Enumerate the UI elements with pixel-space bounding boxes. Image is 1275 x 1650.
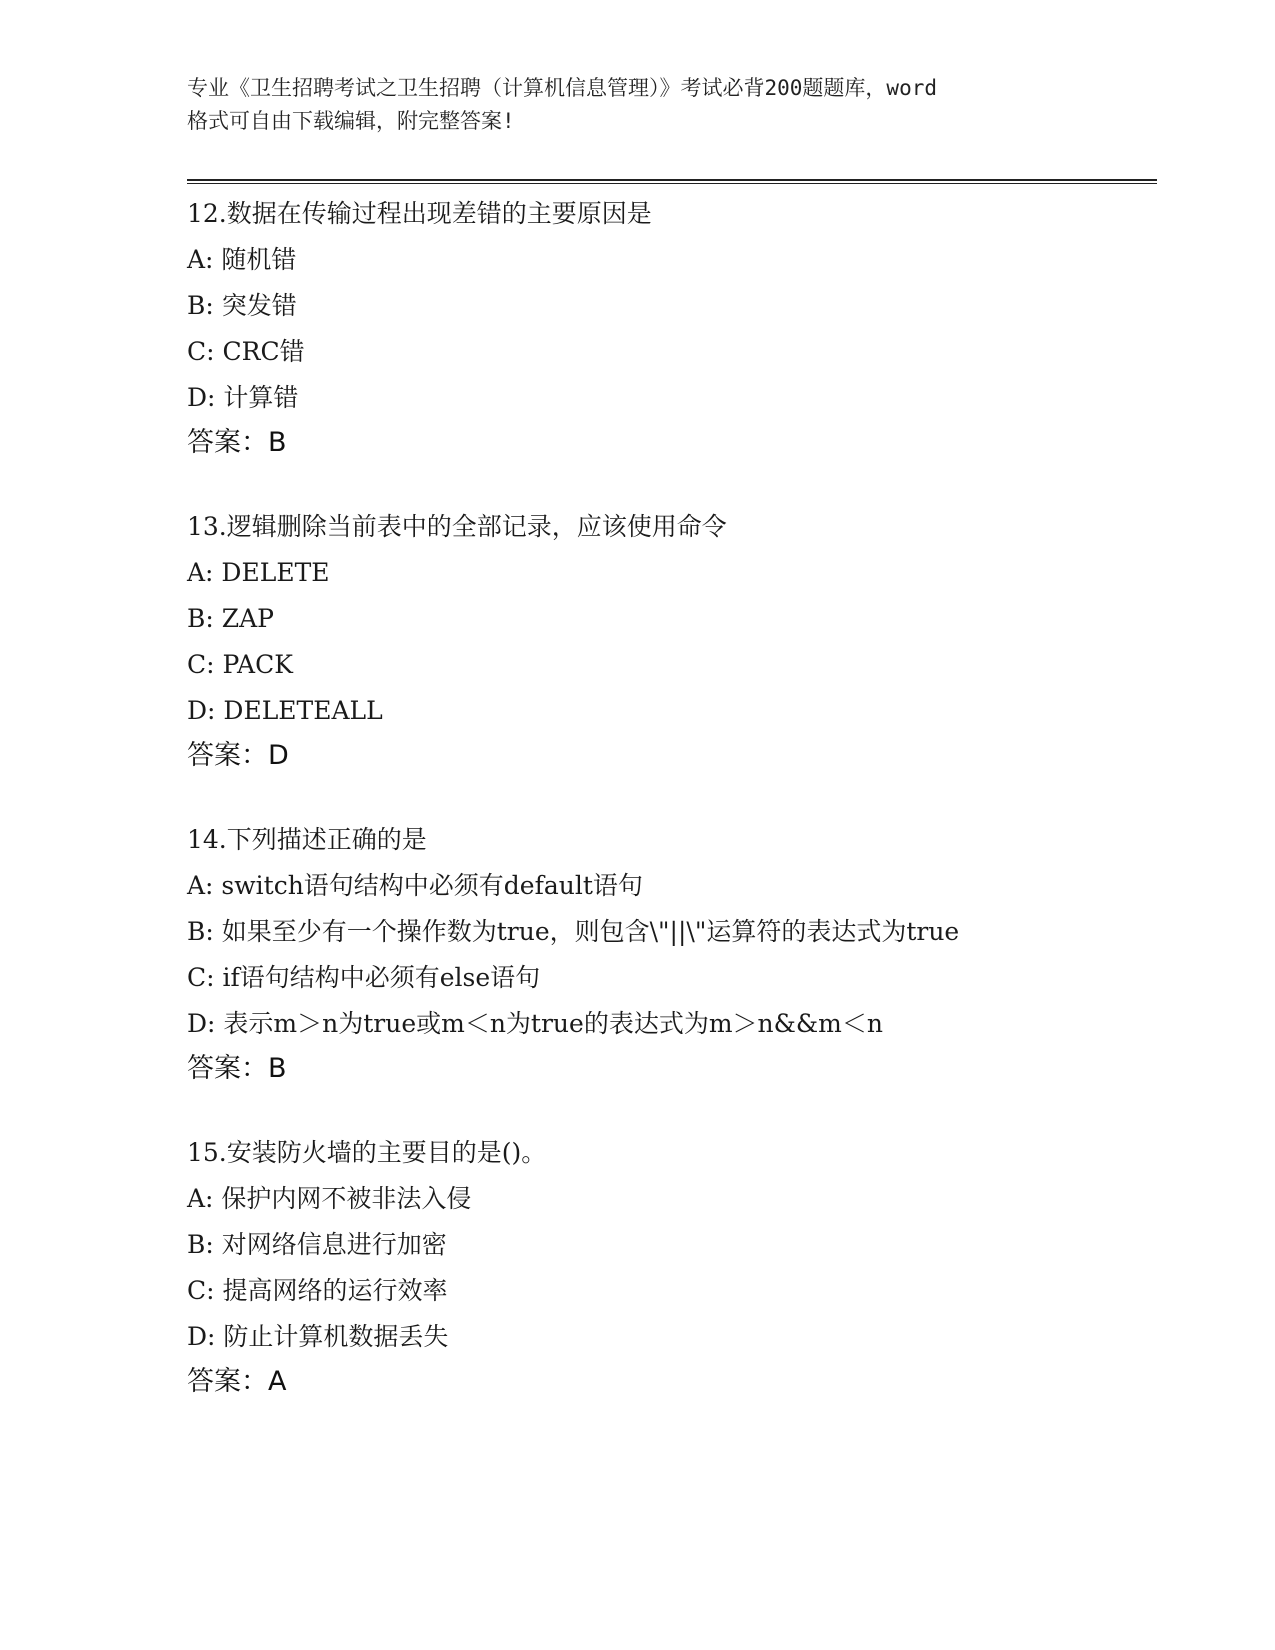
answer-label: 答案：B: [187, 427, 287, 458]
option-a: A: DELETE: [187, 558, 330, 587]
question-list: [187, 191, 1087, 1443]
header-line-2: 格式可自由下载编辑，附完整答案!: [187, 109, 515, 133]
option-c: C: PACK: [187, 650, 293, 679]
option-c: C: CRC错: [187, 337, 305, 366]
option-c: C: 提高网络的运行效率: [187, 1276, 448, 1305]
option-b: B: 如果至少有一个操作数为true，则包含\"||\"运算符的表达式为true: [187, 917, 960, 946]
header-line-1: 专业《卫生招聘考试之卫生招聘（计算机信息管理）》考试必背200题题库，word: [187, 76, 937, 100]
answer-label: 答案：B: [187, 1053, 287, 1084]
answer-label: 答案：D: [187, 740, 289, 771]
option-b: B: ZAP: [187, 604, 274, 633]
option-d: D: DELETEALL: [187, 696, 383, 725]
question-stem: 13.逻辑删除当前表中的全部记录，应该使用命令: [187, 512, 727, 541]
question-12: [187, 191, 1087, 465]
option-d: D: 计算错: [187, 383, 299, 412]
question-15: [187, 1130, 1087, 1404]
option-b: B: 突发错: [187, 291, 297, 320]
document-header: [187, 72, 1087, 138]
header-divider-thick: [187, 179, 1157, 181]
header-divider-thin: [187, 183, 1157, 184]
option-a: A: switch语句结构中必须有default语句: [187, 871, 643, 900]
answer-label: 答案：A: [187, 1366, 287, 1397]
option-a: A: 随机错: [187, 245, 297, 274]
option-a: A: 保护内网不被非法入侵: [187, 1184, 472, 1213]
option-b: B: 对网络信息进行加密: [187, 1230, 447, 1259]
question-14: [187, 817, 1087, 1091]
option-d: D: 防止计算机数据丢失: [187, 1322, 449, 1351]
option-d: D: 表示m＞n为true或m＜n为true的表达式为m＞n&&m＜n: [187, 1009, 883, 1038]
question-stem: 15.安装防火墙的主要目的是()。: [187, 1138, 547, 1167]
question-13: [187, 504, 1087, 778]
question-stem: 12.数据在传输过程出现差错的主要原因是: [187, 199, 652, 228]
option-c: C: if语句结构中必须有else语句: [187, 963, 541, 992]
question-stem: 14.下列描述正确的是: [187, 825, 427, 854]
